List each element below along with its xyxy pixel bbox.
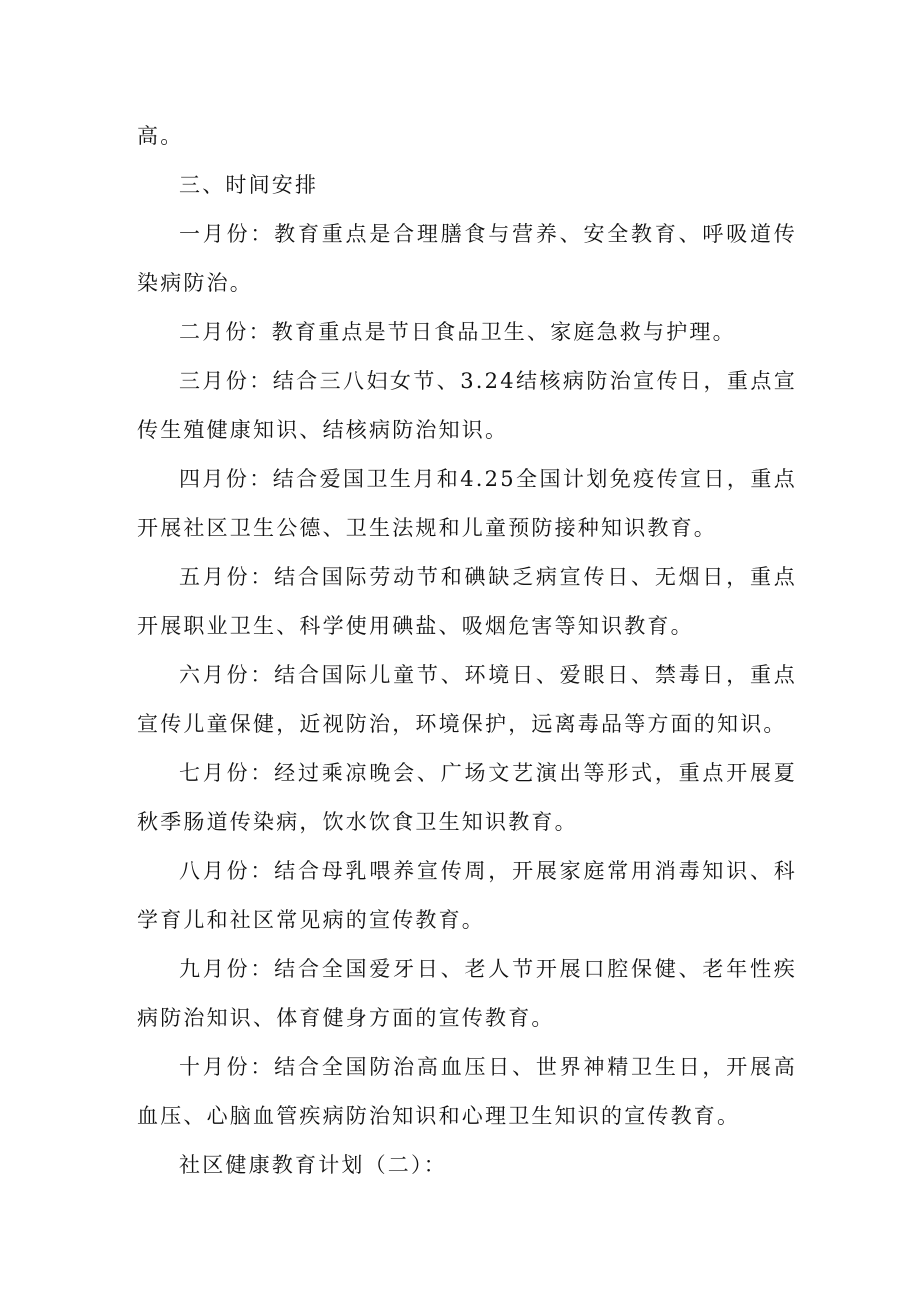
paragraph-october: 十月份：结合全国防治高血压日、世界神精卫生日，开展高血压、心脑血管疾病防治知识和心理卫生知识的宣传教育。 [137, 1055, 797, 1128]
paragraph-may: 五月份：结合国际劳动节和碘缺乏病宣传日、无烟日，重点开展职业卫生、科学使用碘盐、吸烟危害等知识教育。 [137, 565, 797, 638]
paragraph-march: 三月份：结合三八妇女节、3.24结核病防治宣传日，重点宣传生殖健康知识、结核病防治知识。 [137, 369, 797, 442]
paragraph-april: 四月份：结合爱国卫生月和4.25全国计划免疫传宣日，重点开展社区卫生公德、卫生法规和儿童预防接种知识教育。 [137, 467, 797, 540]
paragraph-february: 二月份：教育重点是节日食品卫生、家庭急救与护理。 [179, 320, 736, 344]
paragraph-june: 六月份：结合国际儿童节、环境日、爱眼日、禁毒日，重点宣传儿童保健，近视防治，环境保护，远离毒品等方面的知识。 [137, 663, 797, 736]
paragraph-continuation: 高。 [137, 124, 184, 148]
paragraph-september: 九月份：结合全国爱牙日、老人节开展口腔保健、老年性疾病防治知识、体育健身方面的宣传教育。 [137, 957, 797, 1030]
document-body [137, 112, 797, 1190]
paragraph-august: 八月份：结合母乳喂养宣传周，开展家庭常用消毒知识、科学育儿和社区常见病的宣传教育。 [137, 859, 797, 932]
section-heading-plan-two: 社区健康教育计划（二）： [179, 1153, 447, 1177]
paragraph-january: 一月份：教育重点是合理膳食与营养、安全教育、呼吸道传染病防治。 [137, 222, 797, 295]
section-heading-schedule: 三、时间安排 [179, 173, 319, 197]
paragraph-july: 七月份：经过乘凉晚会、广场文艺演出等形式，重点开展夏秋季肠道传染病，饮水饮食卫生知识教育。 [137, 761, 797, 834]
